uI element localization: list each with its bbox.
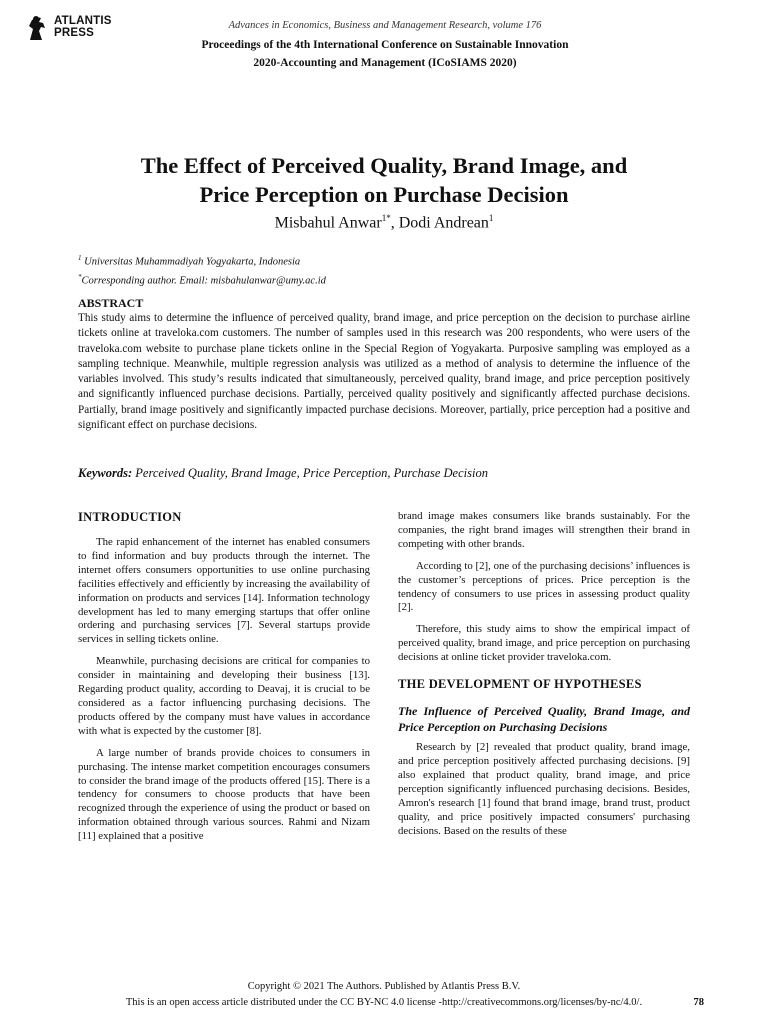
- affiliation-1-text: Universitas Muhammadiyah Yogyakarta, Indonesia: [81, 256, 301, 268]
- publisher-logo: [24, 12, 124, 44]
- author-2: Dodi Andrean: [398, 214, 489, 232]
- intro-paragraph-2: Meanwhile, purchasing decisions are critical for companies to consider in maintaining and developing their business [13]. Regarding product quality, according to Deavaj, it is crucial to be considered as a factor influencing purchasing decisions. The products offered by the company must have values in accordance with what is expected by the customer [8].: [78, 655, 370, 737]
- logo-line2: PRESS: [54, 27, 94, 39]
- footer-copyright: Copyright © 2021 The Authors. Published by Atlantis Press B.V.: [247, 981, 521, 992]
- intro-paragraph-1: The rapid enhancement of the internet has enabled consumers to find information and buy products through the internet. The internet offers consumers opportunities to use online purchasing facilities effectively and efficiently by increasing the availability of information on products and services [14]. Information technology development has led to many emerging startups that offer online ordering and purchasing services [7]. Several startups provide services in selling tickets online.: [78, 536, 370, 646]
- abstract-heading: ABSTRACT: [78, 296, 144, 310]
- hypotheses-heading: THE DEVELOPMENT OF HYPOTHESES: [398, 677, 642, 692]
- affiliation-1-mark: 1: [78, 254, 82, 262]
- right-column: [398, 510, 690, 846]
- corresponding-mark: *: [78, 272, 82, 281]
- author-separator: ,: [390, 214, 399, 232]
- proceedings-line2: 2020-Accounting and Management (ICoSIAMS 2020): [253, 57, 517, 69]
- keywords-label: Keywords:: [78, 466, 133, 480]
- introduction-heading: INTRODUCTION: [78, 510, 182, 524]
- hypotheses-paragraph-1: Research by [2] revealed that product quality, brand image, and price perception positively affected purchasing decisions. [9] also explained that product quality, brand image, and price perception significantly influenced purchasing decisions. Besides, Amron's research [1] found that brand image, brand trust, product quality, and price positively impacted consumers' purchasing decisions. Based on the results of these: [398, 741, 690, 837]
- atlantis-figure-icon: [24, 14, 50, 42]
- logo-text: [54, 15, 112, 39]
- author-1: Misbahul Anwar: [274, 214, 382, 232]
- intro-paragraph-4: According to [2], one of the purchasing decisions’ influences is the customer’s perceptions of prices. Price perception is the tendency of consumers to use prices in assessing product quality [2].: [398, 559, 690, 614]
- logo-line1: ATLANTIS: [54, 15, 112, 27]
- author-1-mark: 1*: [381, 213, 391, 223]
- abstract-body: This study aims to determine the influence of perceived quality, brand image, and price perception on the decision to purchase airline tickets online at traveloka.com customers. The number of samples used in this research was 200 respondents, who were users of the traveloka.com website to purchase plane tickets online in the Special Region of Yogyakarta. Purposive sampling was employed as a sampling technique. Meanwhile, multiple regression analysis was utilized as a method of analysis to determine the influence of the variables involved. This study’s results indicated that simultaneously, perceived quality, brand image, and price perception positively and significantly influenced purchase decisions. Partially, perceived quality positively and significantly affected purchase decisions. Partially, brand image positively and significantly impacted purchase decisions. Moreover, partially, price perception had a positive and significant effect on purchase decisions.: [78, 312, 690, 432]
- intro-paragraph-3: A large number of brands provide choices to consumers in purchasing. The intense market competition encourages consumers to consider the brand image of the products offered [15]. There is a tendency for consumers to choose products that have been recognized through the experience of using the product or based on information obtained through various sources. Rahmi and Nizam [11] explained that a positive: [78, 746, 370, 843]
- title-line2: Price Perception on Purchase Decision: [199, 182, 569, 207]
- corresponding-author: [78, 270, 326, 289]
- proceedings-line1: Proceedings of the 4th International Conference on Sustainable Innovation: [201, 39, 569, 51]
- intro-paragraph-continued: brand image makes consumers like brands sustainably. For the companies, the right brand images will strengthen their brand in competing with other brands.: [398, 510, 690, 550]
- series-header: Advances in Economics, Business and Management Research, volume 176: [228, 20, 542, 31]
- paper-title: [60, 151, 708, 209]
- intro-paragraph-5: Therefore, this study aims to show the empirical impact of perceived quality, brand image, and price perception on purchasing decisions at online ticket provider traveloka.com.: [398, 623, 690, 664]
- affiliation-1: [78, 251, 326, 270]
- keywords: [78, 466, 488, 481]
- page-number: 78: [693, 997, 704, 1008]
- author-2-mark: 1: [488, 213, 494, 223]
- left-column: [78, 510, 370, 852]
- footer-license: This is an open access article distributed under the CC BY-NC 4.0 license -http://creativecommons.org/licenses/by-nc/4.0/.: [125, 997, 643, 1008]
- affiliations: [78, 251, 326, 288]
- hypotheses-subheading: The Influence of Perceived Quality, Brand Image, and Price Perception on Purchasing Decisions: [398, 704, 690, 735]
- title-line1: The Effect of Perceived Quality, Brand Image, and: [140, 153, 628, 178]
- corresponding-text: Corresponding author. Email: misbahulanwar@umy.ac.id: [81, 275, 326, 286]
- author-list: [60, 213, 708, 232]
- keywords-values: Perceived Quality, Brand Image, Price Perception, Purchase Decision: [132, 466, 488, 480]
